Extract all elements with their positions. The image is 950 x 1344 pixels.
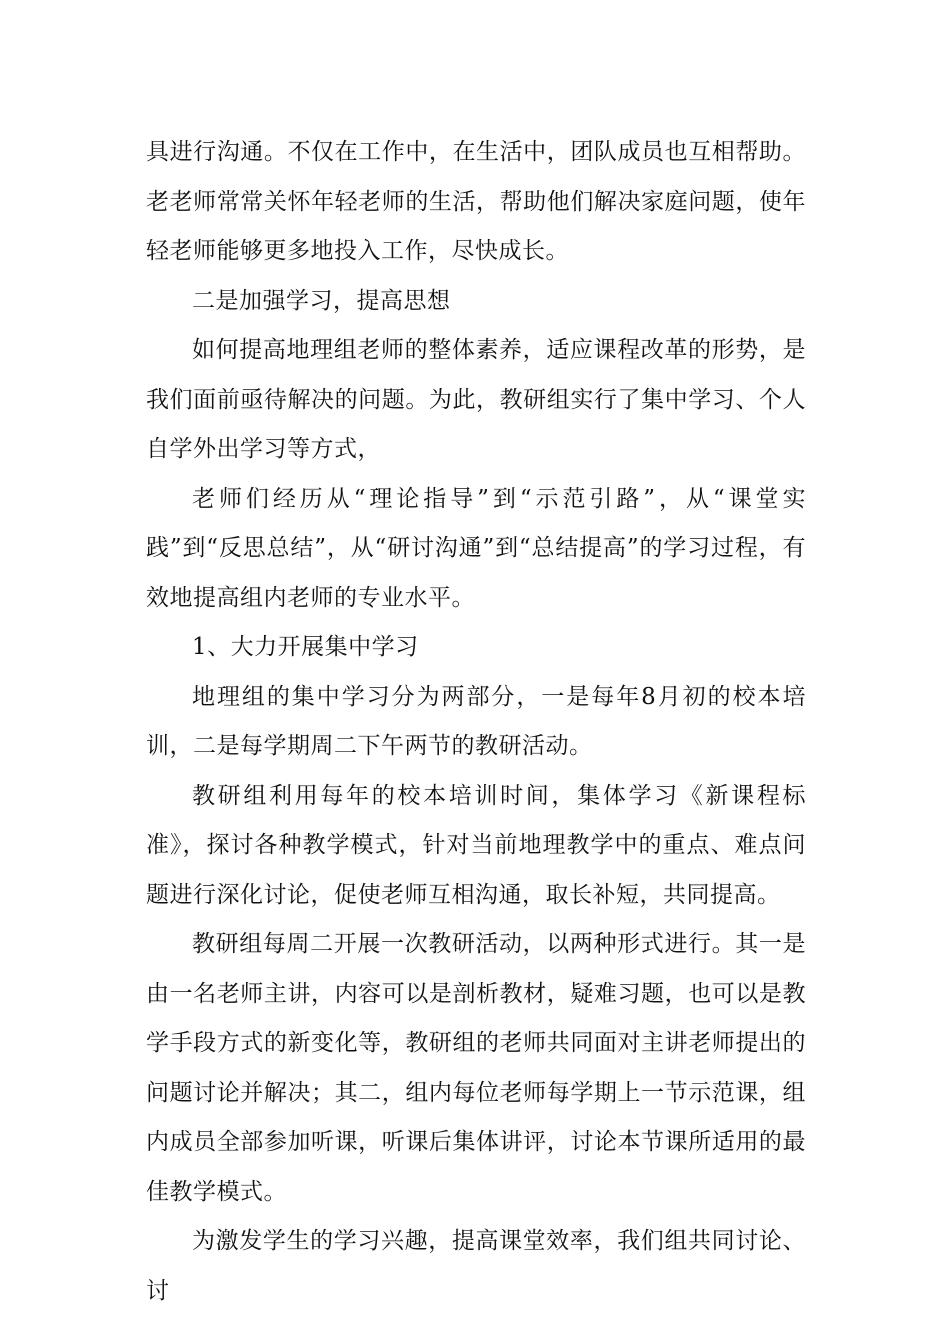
paragraph-2-heading: 二是加强学习，提高思想	[192, 287, 451, 314]
paragraph-9: 为激发学生的学习兴趣，提高课堂效率，我们组共同讨论、讨	[146, 1228, 806, 1304]
paragraph-6: 地理组的集中学习分为两部分，一是每年8月初的校本培训，二是每学期周二下午两节的教研活动。	[146, 683, 806, 759]
paragraph-5-heading: 1、大力开展集中学习	[192, 634, 419, 660]
paragraph-3: 如何提高地理组老师的整体素养，适应课程改革的形势，是我们面前亟待解决的问题。为此，教研组实行了集中学习、个人自学外出学习等方式，	[146, 337, 806, 462]
paragraph-8: 教研组每周二开展一次教研活动，以两种形式进行。其一是由一名老师主讲，内容可以是剖析教材，疑难习题，也可以是教学手段方式的新变化等，教研组的老师共同面对主讲老师提出的问题讨论并解决；其二，组内每位老师每学期上一节示范课，组内成员全部参加听课，听课后集体讲评，讨论本节课所适用的最佳教学模式。	[146, 931, 806, 1205]
document-body	[146, 128, 806, 1316]
paragraph-1: 具进行沟通。不仅在工作中，在生活中，团队成员也互相帮助。老老师常常关怀年轻老师的生活，帮助他们解决家庭问题，使年轻老师能够更多地投入工作，尽快成长。	[146, 139, 806, 264]
paragraph-7: 教研组利用每年的校本培训时间，集体学习《新课程标准》，探讨各种教学模式，针对当前地理教学中的重点、难点问题进行深化讨论，促使老师互相沟通，取长补短，共同提高。	[146, 782, 806, 908]
paragraph-4: 老师们经历从“理论指导”到“示范引路”，从“课堂实践”到“反思总结”，从“研讨沟通”到“总结提高”的学习过程，有效地提高组内老师的专业水平。	[146, 485, 806, 611]
